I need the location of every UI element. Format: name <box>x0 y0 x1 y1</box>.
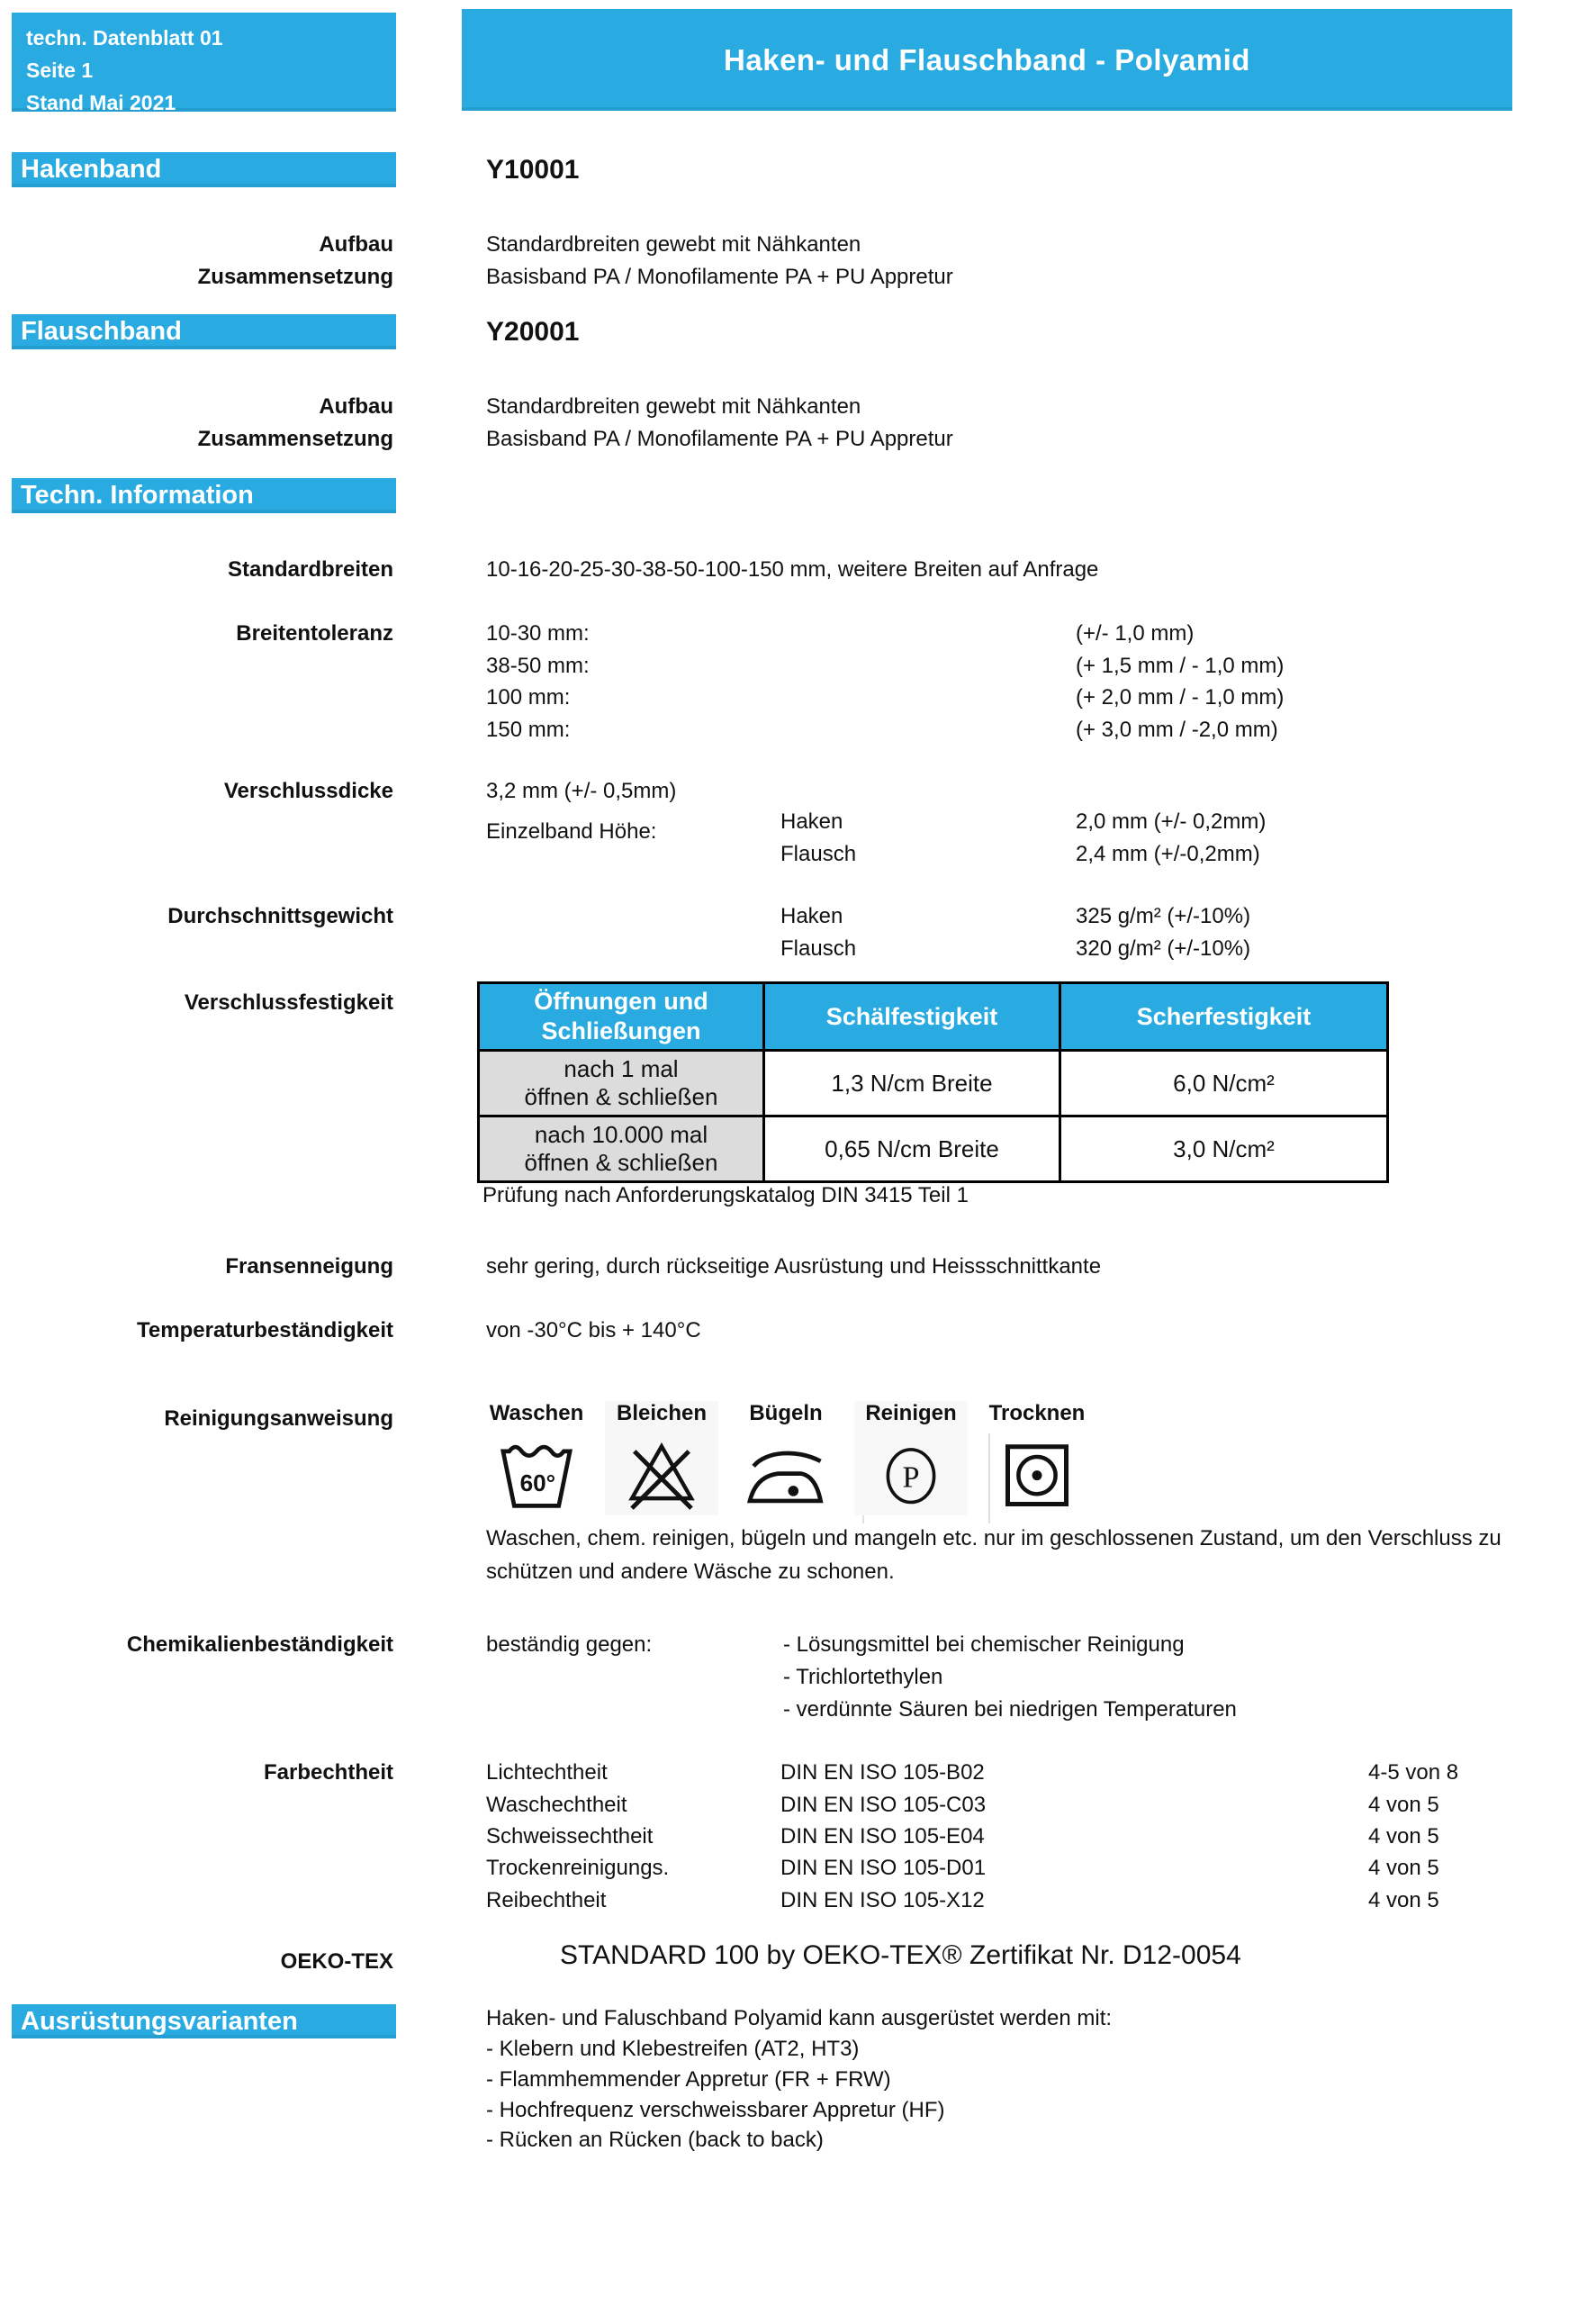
gewicht-value: 320 g/m² (+/-10%) <box>1076 936 1251 961</box>
flauschband-zusammensetzung-value: Basisband PA / Monofilamente PA + PU Appretur <box>486 427 953 451</box>
flauschband-zusammensetzung-label: Zusammensetzung <box>197 427 393 451</box>
gewicht-name: Flausch <box>780 936 857 961</box>
standardbreiten-label: Standardbreiten <box>227 557 393 582</box>
verschlussfestigkeit-label: Verschlussfestigkeit <box>184 990 393 1015</box>
doc-info-box <box>12 13 396 112</box>
einzelband-value: 2,0 mm (+/- 0,2mm) <box>1076 809 1267 834</box>
gewicht-name: Haken <box>780 904 843 928</box>
wash-tub-60-icon <box>497 1439 576 1511</box>
table-header-openings: Öffnungen und Schließungen <box>479 983 764 1051</box>
care-label-trocknen: Trocknen <box>988 1401 1086 1425</box>
farb-norm: DIN EN ISO 105-B02 <box>780 1760 985 1785</box>
care-cell-bleichen <box>605 1401 718 1515</box>
table-cell-condition: nach 1 mal öffnen & schließen <box>479 1051 764 1116</box>
farb-test: Schweissechtheit <box>486 1824 654 1849</box>
hakenband-zusammensetzung-label: Zusammensetzung <box>197 265 393 289</box>
tolerance-range: 38-50 mm: <box>486 654 590 678</box>
standardbreiten-value: 10-16-20-25-30-38-50-100-150 mm, weitere Breiten auf Anfrage <box>486 557 1099 582</box>
farb-rating: 4 von 5 <box>1368 1793 1439 1817</box>
care-cell-reinigen <box>854 1401 968 1515</box>
farb-test: Trockenreinigungs. <box>486 1856 670 1880</box>
farb-norm: DIN EN ISO 105-D01 <box>780 1856 987 1880</box>
farb-rating: 4 von 5 <box>1368 1888 1439 1912</box>
oeko-tex-value: STANDARD 100 by OEKO-TEX® Zertifikat Nr. D12-0054 <box>560 1940 1241 1970</box>
iron-one-dot-icon <box>744 1439 827 1511</box>
chem-item: - Trichlortethylen <box>783 1665 943 1689</box>
farb-test: Reibechtheit <box>486 1888 607 1912</box>
list-item: - Flammhemmender Appretur (FR + FRW) <box>486 2067 891 2092</box>
tolerance-value: (+/- 1,0 mm) <box>1076 621 1195 646</box>
page-title: Haken- und Flauschband - Polyamid <box>724 42 1250 77</box>
farbechtheit-label: Farbechtheit <box>263 1760 393 1785</box>
section-flauschband <box>12 314 396 349</box>
table-cell-shear: 6,0 N/cm² <box>1060 1051 1388 1116</box>
tolerance-value: (+ 2,0 mm / - 1,0 mm) <box>1076 685 1285 710</box>
einzelband-name: Haken <box>780 809 843 834</box>
temperatur-label: Temperaturbeständigkeit <box>137 1318 393 1342</box>
oeko-tex-label: OEKO-TEX <box>280 1949 393 1974</box>
chem-item: - Lösungsmittel bei chemischer Reinigung <box>783 1632 1185 1657</box>
care-label-reinigen: Reinigen <box>865 1401 957 1425</box>
table-header-row <box>479 983 1388 1051</box>
do-not-bleach-icon <box>622 1439 701 1511</box>
svg-text:60°: 60° <box>519 1469 556 1496</box>
flauschband-aufbau-label: Aufbau <box>319 394 393 419</box>
chem-label: Chemikalienbeständigkeit <box>126 1632 393 1657</box>
care-cell-buegeln <box>729 1401 843 1515</box>
pruefung-note: Prüfung nach Anforderungskatalog DIN 3415 Teil 1 <box>482 1183 969 1207</box>
section-flauschband-label: Flauschband <box>21 317 182 346</box>
tolerance-value: (+ 1,5 mm / - 1,0 mm) <box>1076 654 1285 678</box>
breitentoleranz-label: Breitentoleranz <box>236 621 393 646</box>
einzelband-name: Flausch <box>780 842 857 866</box>
table-cell-peel: 1,3 N/cm Breite <box>764 1051 1060 1116</box>
gewicht-value: 325 g/m² (+/-10%) <box>1076 904 1251 928</box>
farb-rating: 4-5 von 8 <box>1368 1760 1459 1785</box>
hakenband-aufbau-label: Aufbau <box>319 232 393 257</box>
reinigungsanweisung-label: Reinigungsanweisung <box>164 1406 393 1431</box>
farb-norm: DIN EN ISO 105-C03 <box>780 1793 987 1817</box>
farb-norm: DIN EN ISO 105-X12 <box>780 1888 985 1912</box>
farb-rating: 4 von 5 <box>1368 1856 1439 1880</box>
farb-test: Lichtechtheit <box>486 1760 608 1785</box>
hakenband-code: Y10001 <box>486 155 580 185</box>
farb-norm: DIN EN ISO 105-E04 <box>780 1824 985 1849</box>
table-cell-shear: 3,0 N/cm² <box>1060 1116 1388 1182</box>
festigkeit-table <box>477 981 1389 1183</box>
tolerance-range: 100 mm: <box>486 685 571 710</box>
hakenband-aufbau-value: Standardbreiten gewebt mit Nähkanten <box>486 232 861 257</box>
chem-item: - verdünnte Säuren bei niedrigen Temperaturen <box>783 1697 1237 1722</box>
tolerance-range: 150 mm: <box>486 718 571 742</box>
care-note-line2: schützen und andere Wäsche zu schonen. <box>486 1559 895 1584</box>
svg-text:P: P <box>902 1460 920 1495</box>
fransenneigung-value: sehr gering, durch rückseitige Ausrüstung und Heissschnittkante <box>486 1254 1102 1279</box>
tumble-dry-icon <box>1001 1439 1073 1511</box>
section-ausruestung-label: Ausrüstungsvarianten <box>21 2007 298 2036</box>
tolerance-value: (+ 3,0 mm / -2,0 mm) <box>1076 718 1278 742</box>
farb-test: Waschechtheit <box>486 1793 627 1817</box>
care-label-waschen: Waschen <box>489 1401 584 1425</box>
care-cell-waschen <box>480 1401 593 1515</box>
farb-rating: 4 von 5 <box>1368 1824 1439 1849</box>
doc-page: Seite 1 <box>26 59 94 82</box>
section-hakenband <box>12 152 396 187</box>
doc-date: Stand Mai 2021 <box>26 91 176 114</box>
care-cell-trocknen <box>980 1401 1094 1515</box>
list-item-clipped: - Rücken an Rücken (back to back) <box>486 2128 824 2151</box>
table-row <box>479 1116 1388 1182</box>
care-label-bleichen: Bleichen <box>616 1401 708 1425</box>
table-row <box>479 1051 1388 1116</box>
dry-clean-circle-p-icon <box>876 1439 946 1511</box>
tolerance-range: 10-30 mm: <box>486 621 590 646</box>
ausruestung-intro: Haken- und Faluschband Polyamid kann ausgerüstet werden mit: <box>486 2006 1113 2030</box>
doc-number: techn. Datenblatt 01 <box>26 26 223 50</box>
table-header-scherfestigkeit: Scherfestigkeit <box>1060 983 1388 1051</box>
section-ausruestung <box>12 2004 396 2038</box>
gewicht-label: Durchschnittsgewicht <box>167 904 393 928</box>
table-header-schaelfestigkeit: Schälfestigkeit <box>764 983 1060 1051</box>
verschlussdicke-value: 3,2 mm (+/- 0,5mm) <box>486 779 677 803</box>
care-label-buegeln: Bügeln <box>749 1401 823 1425</box>
verschlussdicke-label: Verschlussdicke <box>223 779 393 803</box>
section-hakenband-label: Hakenband <box>21 155 162 184</box>
einzelband-value: 2,4 mm (+/-0,2mm) <box>1076 842 1260 866</box>
care-note-line1: Waschen, chem. reinigen, bügeln und mangeln etc. nur im geschlossenen Zustand, um den Verschluss zu <box>486 1526 1501 1550</box>
list-item: - Hochfrequenz verschweissbarer Appretur (HF) <box>486 2098 945 2122</box>
section-tech-info <box>12 478 396 513</box>
flauschband-aufbau-value: Standardbreiten gewebt mit Nähkanten <box>486 394 861 419</box>
temperatur-value: von -30°C bis + 140°C <box>486 1318 701 1342</box>
einzelband-label: Einzelband Höhe: <box>486 819 657 844</box>
section-tech-info-label: Techn. Information <box>21 481 254 510</box>
chem-intro: beständig gegen: <box>486 1632 653 1657</box>
list-item: - Klebern und Klebestreifen (AT2, HT3) <box>486 2037 860 2061</box>
fransenneigung-label: Fransenneigung <box>225 1254 393 1279</box>
flauschband-code: Y20001 <box>486 317 580 347</box>
table-cell-peel: 0,65 N/cm Breite <box>764 1116 1060 1182</box>
title-bar <box>462 9 1512 111</box>
table-cell-condition: nach 10.000 mal öffnen & schließen <box>479 1116 764 1182</box>
hakenband-zusammensetzung-value: Basisband PA / Monofilamente PA + PU Appretur <box>486 265 953 289</box>
